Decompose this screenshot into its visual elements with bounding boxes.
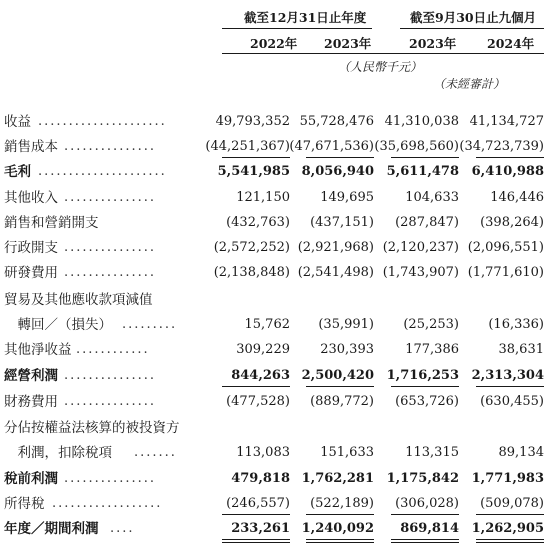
dot-leader: ..................... (38, 114, 167, 129)
table-row (0, 494, 550, 516)
table-row (0, 263, 550, 285)
value-cell: (246,557) (226, 496, 290, 511)
row-label: 財務費用 (4, 394, 58, 410)
row-label: 所得稅 (4, 496, 45, 512)
audit-note: （未經審計） (433, 77, 506, 91)
table-row (0, 137, 550, 159)
table-row (0, 443, 550, 465)
value-cell: 55,728,476 (299, 114, 374, 129)
value-cell: (1,743,907) (382, 265, 459, 280)
dot-leader: ............... (64, 240, 156, 255)
value-cell: 1,175,842 (386, 471, 459, 486)
value-cell: 89,134 (498, 445, 544, 460)
value-cell: 113,083 (236, 445, 290, 460)
total-rule (391, 542, 459, 543)
value-cell: 121,150 (236, 190, 290, 205)
value-cell: 177,386 (405, 342, 459, 357)
row-label: 收益 (4, 114, 31, 130)
dot-leader: .... (110, 521, 135, 536)
table-row (0, 519, 550, 541)
value-cell: 151,633 (320, 445, 374, 460)
unit-note: （人民幣千元） (338, 60, 423, 74)
value-cell: (2,138,848) (213, 265, 290, 280)
table-row (0, 315, 550, 337)
value-cell: 233,261 (231, 521, 290, 536)
dot-leader: ....... (134, 445, 177, 460)
header-group-annual: 截至12月31日止年度 (244, 10, 367, 25)
value-cell: (47,671,536) (289, 139, 374, 154)
row-label: 貿易及其他應收款項減值 (4, 292, 153, 308)
total-rule (222, 539, 290, 540)
value-cell: (2,541,498) (297, 265, 374, 280)
dot-leader: .................. (52, 496, 163, 511)
total-rule (391, 514, 459, 515)
dot-leader: ............... (64, 368, 156, 383)
total-rule (476, 539, 544, 540)
row-label: 利潤，扣除稅項 (4, 445, 112, 461)
value-cell: 479,818 (231, 471, 290, 486)
value-cell: (34,723,739) (459, 139, 544, 154)
value-cell: (35,991) (318, 317, 374, 332)
total-rule (391, 386, 459, 387)
total-rule (306, 542, 374, 543)
value-cell: (2,096,551) (467, 240, 544, 255)
value-cell: 869,814 (400, 521, 459, 536)
value-cell: 1,716,253 (386, 368, 459, 383)
value-cell: 6,410,988 (471, 164, 544, 179)
dot-leader: ............... (64, 139, 156, 154)
value-cell: 41,134,727 (469, 114, 544, 129)
table-row (0, 238, 550, 260)
value-cell: (630,455) (480, 394, 544, 409)
year-header: 2024年 (487, 36, 535, 51)
row-label: 轉回／（損失） (4, 317, 112, 333)
value-cell: (306,028) (395, 496, 459, 511)
row-label: 分佔按權益法核算的被投資方 (4, 420, 180, 436)
value-cell: (287,847) (395, 215, 459, 230)
value-cell: (16,336) (488, 317, 544, 332)
header-group-nine-months: 截至9月30日止九個月 (410, 10, 537, 25)
year-header: 2023年 (409, 36, 457, 51)
value-cell: 2,500,420 (301, 368, 374, 383)
value-cell: 309,229 (236, 342, 290, 357)
total-rule (222, 157, 290, 158)
row-label: 稅前利潤 (4, 471, 58, 487)
value-cell: (2,921,968) (297, 240, 374, 255)
value-cell: 113,315 (405, 445, 459, 460)
value-cell: (653,726) (395, 394, 459, 409)
total-rule (391, 539, 459, 540)
table-row (0, 213, 550, 235)
header-rule-nine-months (400, 28, 544, 29)
row-label: 銷售和營銷開支 (4, 215, 99, 231)
row-label: 銷售成本 (4, 139, 58, 155)
value-cell: 149,695 (320, 190, 374, 205)
total-rule (222, 514, 290, 515)
table-row (0, 340, 550, 362)
value-cell: 146,446 (490, 190, 544, 205)
total-rule (306, 539, 374, 540)
value-cell: 2,313,304 (471, 368, 544, 383)
table-row (0, 418, 550, 440)
value-cell: 230,393 (320, 342, 374, 357)
row-label: 行政開支 (4, 240, 58, 256)
value-cell: (44,251,367) (205, 139, 290, 154)
row-label: 經營利潤 (4, 368, 58, 384)
value-cell: (477,528) (226, 394, 290, 409)
total-rule (306, 386, 374, 387)
value-cell: 844,263 (231, 368, 290, 383)
value-cell: 38,631 (498, 342, 544, 357)
value-cell: 5,541,985 (217, 164, 290, 179)
row-label: 其他淨收益 (4, 342, 72, 358)
value-cell: (398,264) (480, 215, 544, 230)
row-label: 年度／期間利潤 (4, 521, 99, 537)
value-cell: (522,189) (310, 496, 374, 511)
dot-leader: ............... (64, 394, 156, 409)
total-rule (476, 386, 544, 387)
table-row (0, 112, 550, 134)
dot-leader: ......... (122, 317, 178, 332)
value-cell: 5,611,478 (386, 164, 459, 179)
year-rule (222, 53, 544, 54)
total-rule (306, 514, 374, 515)
total-rule (391, 157, 459, 158)
row-label: 其他收入 (4, 190, 58, 206)
table-row (0, 290, 550, 312)
value-cell: 15,762 (244, 317, 290, 332)
total-rule (222, 386, 290, 387)
dot-leader: ............... (64, 265, 156, 280)
value-cell: 104,633 (405, 190, 459, 205)
dot-leader: ............ (76, 342, 150, 357)
total-rule (476, 157, 544, 158)
total-rule (306, 157, 374, 158)
row-label: 研發費用 (4, 265, 58, 281)
dot-leader: ..................... (38, 164, 167, 179)
dot-leader: ............... (64, 471, 156, 486)
table-row (0, 162, 550, 184)
row-label: 毛利 (4, 164, 31, 180)
value-cell: (509,078) (480, 496, 544, 511)
value-cell: (432,763) (226, 215, 290, 230)
value-cell: 8,056,940 (301, 164, 374, 179)
table-row (0, 469, 550, 491)
table-row (0, 366, 550, 388)
year-header: 2023年 (324, 36, 372, 51)
value-cell: (2,120,237) (382, 240, 459, 255)
year-header: 2022年 (250, 36, 298, 51)
table-row (0, 392, 550, 414)
value-cell: (35,698,560) (374, 139, 459, 154)
value-cell: (25,253) (403, 317, 459, 332)
total-rule (476, 514, 544, 515)
table-row (0, 188, 550, 210)
header-rule-annual (222, 28, 372, 29)
value-cell: 1,762,281 (301, 471, 374, 486)
value-cell: 41,310,038 (384, 114, 459, 129)
value-cell: (437,151) (310, 215, 374, 230)
value-cell: 49,793,352 (215, 114, 290, 129)
value-cell: 1,262,905 (471, 521, 544, 536)
value-cell: 1,771,983 (471, 471, 544, 486)
total-rule (476, 542, 544, 543)
value-cell: 1,240,092 (301, 521, 374, 536)
dot-leader: ............... (64, 190, 156, 205)
value-cell: (1,771,610) (467, 265, 544, 280)
value-cell: (2,572,252) (213, 240, 290, 255)
total-rule (222, 542, 290, 543)
value-cell: (889,772) (310, 394, 374, 409)
